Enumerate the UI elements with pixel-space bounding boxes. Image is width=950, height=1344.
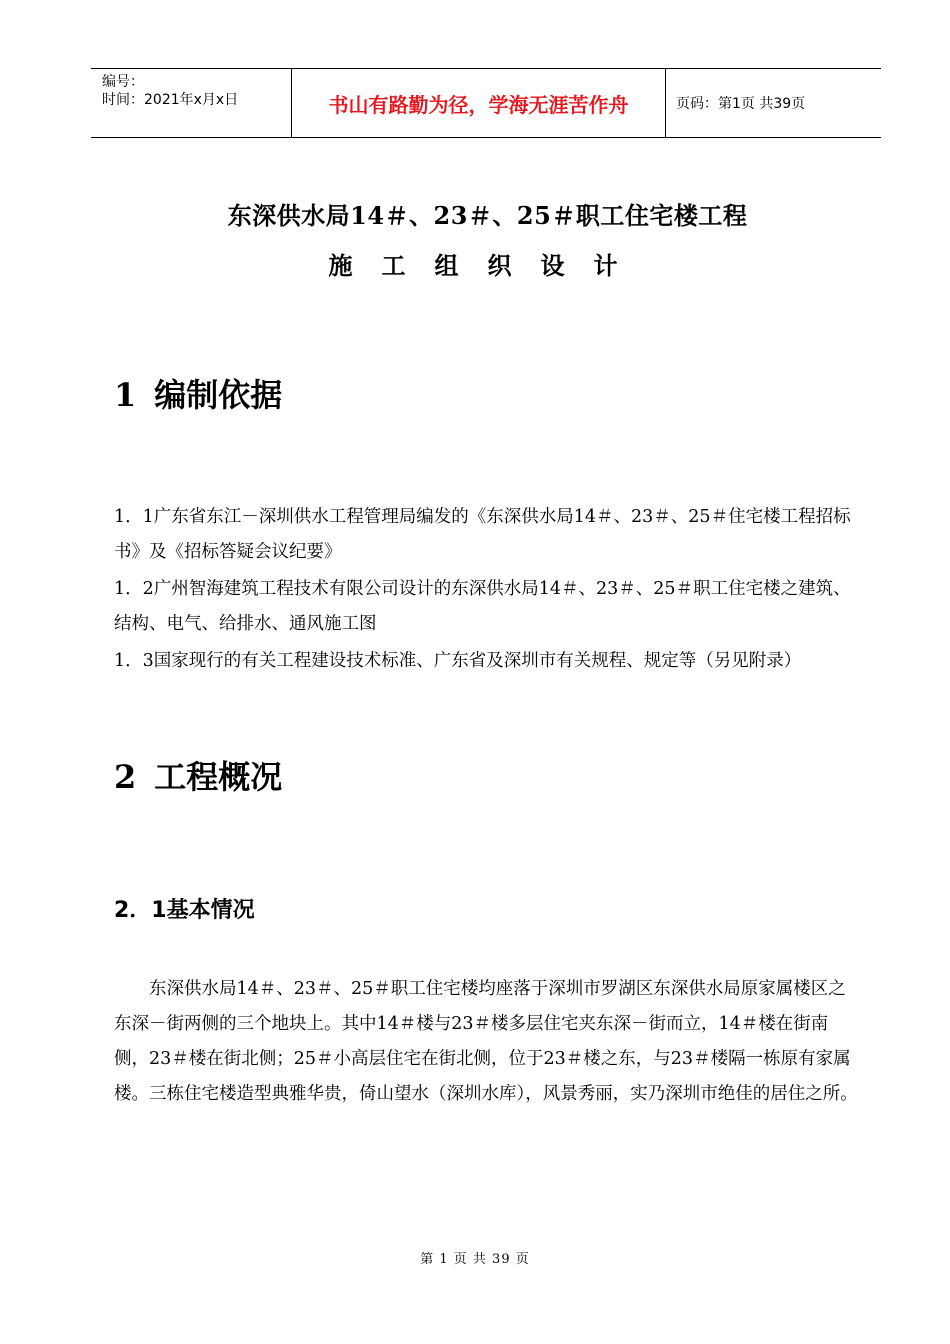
section-number: 1 <box>114 376 137 414</box>
body-paragraph: 东深供水局14＃、23＃、25＃职工住宅楼均座落于深圳市罗湖区东深供水局原家属楼区之东深－街两侧的三个地块上。其中14＃楼与23＃楼多层住宅夹东深－街而立，14＃楼在街南侧，23＃楼在街北侧；25＃小高层住宅在街北侧，位于23＃楼之东，与23＃楼隔一栋原有家属楼。三栋住宅楼造型典雅华贵，倚山望水（深圳水库），风景秀丽，实乃深圳市绝佳的居住之所。 <box>114 979 858 1104</box>
section-1-item: 1．2广州智海建筑工程技术有限公司设计的东深供水局14＃、23＃、25＃职工住宅楼之建筑、结构、电气、给排水、通风施工图 <box>114 579 851 634</box>
section-title: 编制依据 <box>154 376 283 414</box>
section-1-item: 1．1广东省东江－深圳供水工程管理局编发的《东深供水局14＃、23＃、25＃住宅楼工程招标书》及《招标答疑会议纪要》 <box>114 507 851 562</box>
section-number: 2 <box>114 758 137 796</box>
header-meta-cell <box>91 69 292 137</box>
page-header <box>91 68 881 138</box>
section-1-item: 1．3国家现行的有关工程建设技术标准、广东省及深圳市有关规程、规定等（另见附录） <box>114 651 802 671</box>
page-footer: 第 1 页 共 39 页 <box>420 1252 530 1267</box>
number-label: 编号： <box>102 74 144 90</box>
section-title: 工程概况 <box>154 758 283 796</box>
subsection-heading: 2．1基本情况 <box>114 898 255 923</box>
header-motto: 书山有路勤为径，学海无涯苦作舟 <box>292 69 666 137</box>
header-page-info: 页码：第1页 共39页 <box>676 96 806 112</box>
document-subtitle: 施工组织设计 <box>328 251 647 280</box>
section-2-heading <box>114 752 282 798</box>
document-title: 东深供水局14＃、23＃、25＃职工住宅楼工程 <box>227 201 748 230</box>
section-1-heading <box>114 370 282 416</box>
time-label: 时间：2021年x月x日 <box>102 92 239 108</box>
